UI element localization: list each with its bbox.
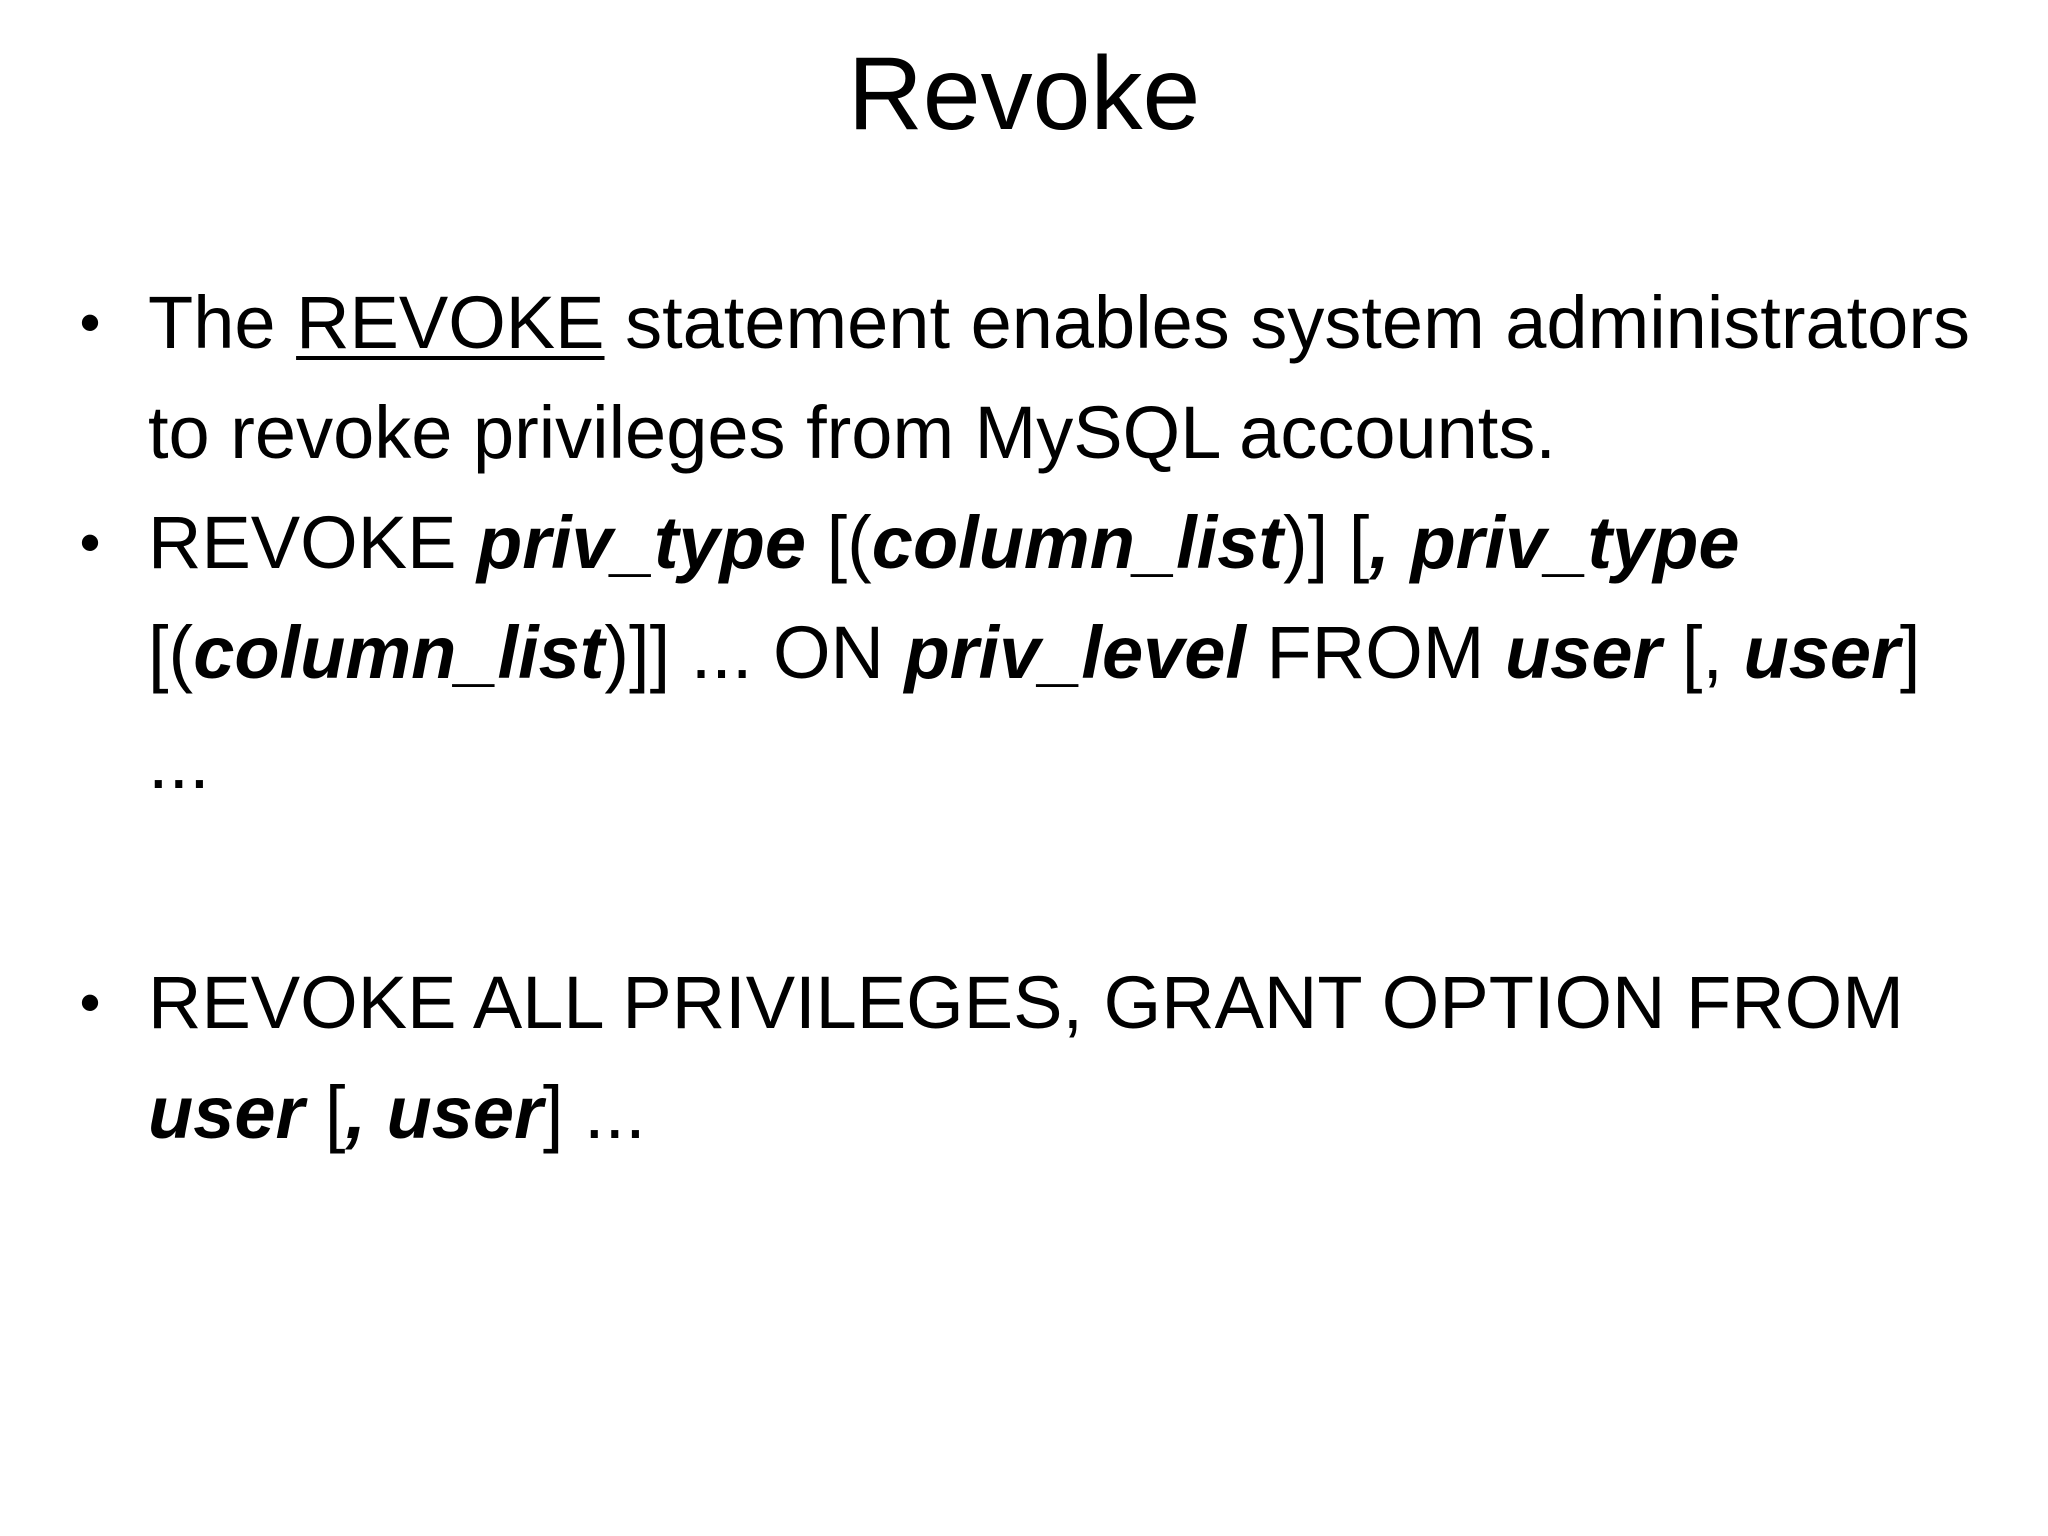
syntax-placeholder: , priv_type (1369, 501, 1740, 584)
bullet-marker: • (79, 289, 101, 356)
text-segment: )] [ (1283, 501, 1370, 584)
text-segment: [( (806, 501, 872, 584)
bullet-item-revoke-all-syntax (70, 948, 1970, 1168)
syntax-placeholder: user (1743, 611, 1900, 694)
text-segment: ] ... (542, 1071, 646, 1154)
text-segment: ] ... (148, 611, 1921, 804)
bullet-text (148, 281, 1970, 474)
bullet-text (148, 501, 1920, 804)
bullet-list (70, 268, 1970, 1168)
text-segment: [( (148, 611, 194, 694)
bullet-marker: • (79, 509, 101, 576)
revoke-link[interactable]: REVOKE (296, 281, 605, 364)
bullet-item-revoke-syntax (70, 488, 1970, 818)
text-segment: The (148, 281, 297, 364)
syntax-placeholder: user (148, 1071, 305, 1154)
syntax-placeholder: column_list (871, 501, 1283, 584)
text-segment: REVOKE ALL PRIVILEGES, GRANT OPTION FROM (148, 961, 1904, 1044)
syntax-placeholder: , user (345, 1071, 543, 1154)
text-segment: [, (1661, 611, 1744, 694)
text-segment: )]] ... ON (604, 611, 905, 694)
text-segment: REVOKE (148, 501, 477, 584)
syntax-placeholder: priv_level (904, 611, 1246, 694)
text-segment: [ (304, 1071, 346, 1154)
bullet-item-revoke-description (70, 268, 1970, 488)
syntax-placeholder: user (1504, 611, 1662, 694)
bullet-marker: • (79, 969, 101, 1036)
syntax-placeholder: priv_type (477, 501, 807, 584)
slide-title: Revoke (847, 36, 1201, 152)
text-segment: statement enables system administrators to revoke privileges from MySQL accounts. (148, 281, 1970, 474)
text-segment: FROM (1246, 611, 1505, 694)
bullet-text (148, 961, 1904, 1154)
syntax-placeholder: column_list (193, 611, 605, 694)
